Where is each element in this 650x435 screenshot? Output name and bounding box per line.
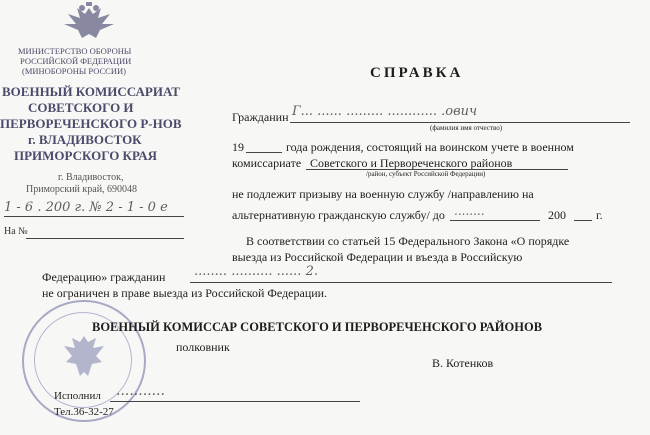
alternative-service-date-handwritten: ........ xyxy=(454,204,485,218)
alternative-service-year: 200 xyxy=(548,208,566,222)
alternative-service-text: альтернативную гражданскую службу/ до xyxy=(232,208,445,222)
stamp-date-underline xyxy=(4,216,184,217)
law-paragraph-line2: выезда из Российской Федерации и въезда в Российскую xyxy=(232,250,523,264)
stamp-number-label: На № xyxy=(4,226,28,237)
commissariat-word: комиссариате xyxy=(232,156,302,170)
executor-label: Исполнил xyxy=(54,390,101,402)
executor-phone: Тел.36-32-27 xyxy=(54,406,114,418)
stamp-ministry-line1: МИНИСТЕРСТВО ОБОРОНЫ xyxy=(18,46,132,56)
ministry-corner-stamp xyxy=(0,0,230,250)
stamp-ministry-line3: (МИНОБОРОНЫ РОССИИ) xyxy=(22,66,126,76)
birth-year-prefix: 19 xyxy=(232,140,244,154)
birth-year-text: года рождения, состоящий на воинском учете в военном xyxy=(286,140,574,154)
commissar-position: ВОЕННЫЙ КОМИССАР СОВЕТСКОГО И ПЕРВОРЕЧЕНСКОГО РАЙОНОВ xyxy=(92,320,543,334)
birth-year-underline xyxy=(246,152,282,153)
federation-citizen-underline xyxy=(190,282,612,283)
stamp-commissariat-line1: ВОЕННЫЙ КОМИССАРИАТ xyxy=(2,84,180,99)
stamp-ministry-line2: РОССИЙСКОЙ ФЕДЕРАЦИИ xyxy=(20,56,132,66)
stamp-commissariat-line3: ПЕРВОРЕЧЕНСКОГО Р-НОВ xyxy=(0,116,182,131)
federation-citizen-handwritten: ........ .......... ...... 2. xyxy=(194,264,318,279)
stamp-address: Приморский край, 690048 xyxy=(26,184,138,195)
stamp-date-handwritten: 1 - 6 . 200 г. № 2 - 1 - 0 е xyxy=(4,200,168,215)
citizen-name-handwritten: Г... ...... ......... ............ .ович xyxy=(292,104,478,119)
executor-underline xyxy=(110,401,360,402)
region-caption: /район, субъект Российской Федерации) xyxy=(366,170,486,178)
commissariat-name: Советского и Первореченского районов xyxy=(310,156,513,170)
alternative-service-year-suffix: г. xyxy=(596,208,603,222)
stamp-commissariat-line5: ПРИМОРСКОГО КРАЯ xyxy=(14,148,158,163)
seal-eagle-icon xyxy=(62,332,106,382)
document-title: СПРАВКА xyxy=(370,65,464,81)
citizen-label: Гражданин xyxy=(232,110,289,124)
round-official-seal xyxy=(22,300,146,422)
law-paragraph-line1: В соответствии со статьей 15 Федерального Закона «О порядке xyxy=(246,234,570,248)
executor-handwritten: ........... xyxy=(116,383,165,399)
alternative-service-date-underline xyxy=(450,220,540,221)
stamp-city: г. Владивосток, xyxy=(58,172,124,183)
citizen-name-underline xyxy=(290,122,630,123)
fio-caption: (фамилия имя отчество) xyxy=(430,124,503,132)
stamp-commissariat-line4: г. ВЛАДИВОСТОК xyxy=(28,132,142,147)
alternative-service-year-underline xyxy=(574,220,592,221)
commissar-rank: полковник xyxy=(176,340,230,354)
stamp-number-underline xyxy=(26,238,184,239)
stamp-commissariat-line2: СОВЕТСКОГО И xyxy=(28,100,134,115)
not-restricted-line: не ограничен в праве выезда из Российской Федерации. xyxy=(42,286,328,300)
not-subject-line: не подлежит призыву на военную службу /направлению на xyxy=(232,187,534,201)
commissar-name: В. Котенков xyxy=(432,356,494,370)
federation-label: Федерацию» гражданин xyxy=(42,270,166,284)
